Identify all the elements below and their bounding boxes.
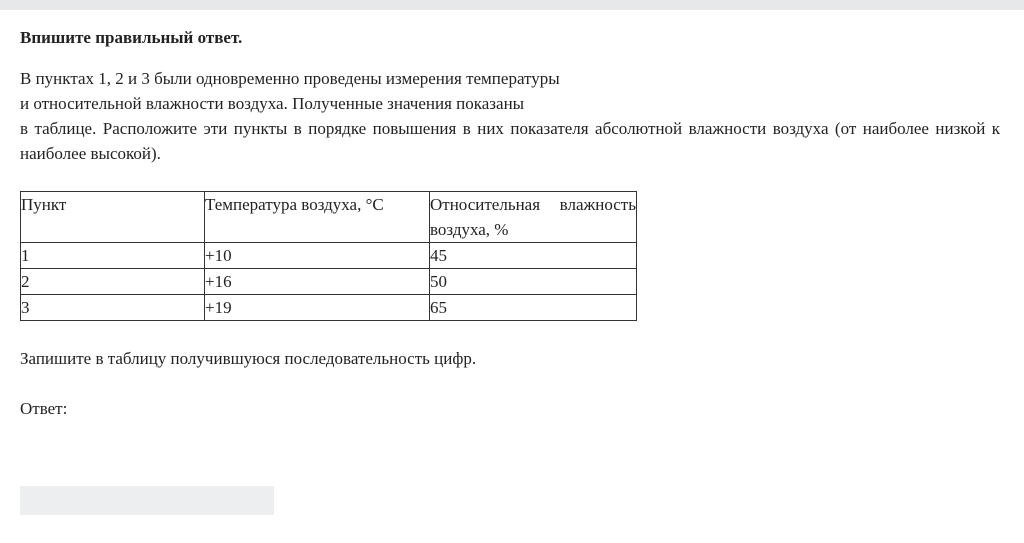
top-bar: [0, 0, 1024, 10]
task-description-line: и относительной влажности воздуха. Полученные значения показаны: [20, 94, 525, 113]
task-description-line: в таблице. Расположите эти пункты в порядке повышения в них показателя абсолютной влажности воздуха (от наиболее низкой к наиболее высокой).: [20, 119, 1000, 163]
table-cell: +10: [205, 243, 430, 269]
table-cell: 45: [430, 243, 637, 269]
table-cell: 50: [430, 269, 637, 295]
table-header-row: [21, 192, 637, 243]
table-cell: 3: [21, 295, 205, 321]
table-cell: +19: [205, 295, 430, 321]
task-instruction: Впишите правильный ответ.: [20, 28, 243, 47]
table-row: [21, 269, 637, 295]
answer-instruction: Запишите в таблицу получившуюся последовательность цифр.: [20, 349, 477, 368]
table-row: [21, 295, 637, 321]
table-header-cell: Температура воздуха, °С: [205, 192, 430, 243]
task-content: [20, 26, 1000, 421]
measurements-table: [20, 191, 637, 321]
table-header-cell: Пункт: [21, 192, 205, 243]
table-cell: 1: [21, 243, 205, 269]
table-row: [21, 243, 637, 269]
table-cell: 65: [430, 295, 637, 321]
task-description: [20, 66, 1000, 166]
table-cell: 2: [21, 269, 205, 295]
table-cell: +16: [205, 269, 430, 295]
answer-label: Ответ:: [20, 399, 68, 418]
answer-input[interactable]: [20, 486, 274, 515]
task-description-line: В пунктах 1, 2 и 3 были одновременно проведены измерения температуры: [20, 69, 560, 88]
table-header-cell: Относительная влажность воздуха, %: [430, 192, 637, 243]
